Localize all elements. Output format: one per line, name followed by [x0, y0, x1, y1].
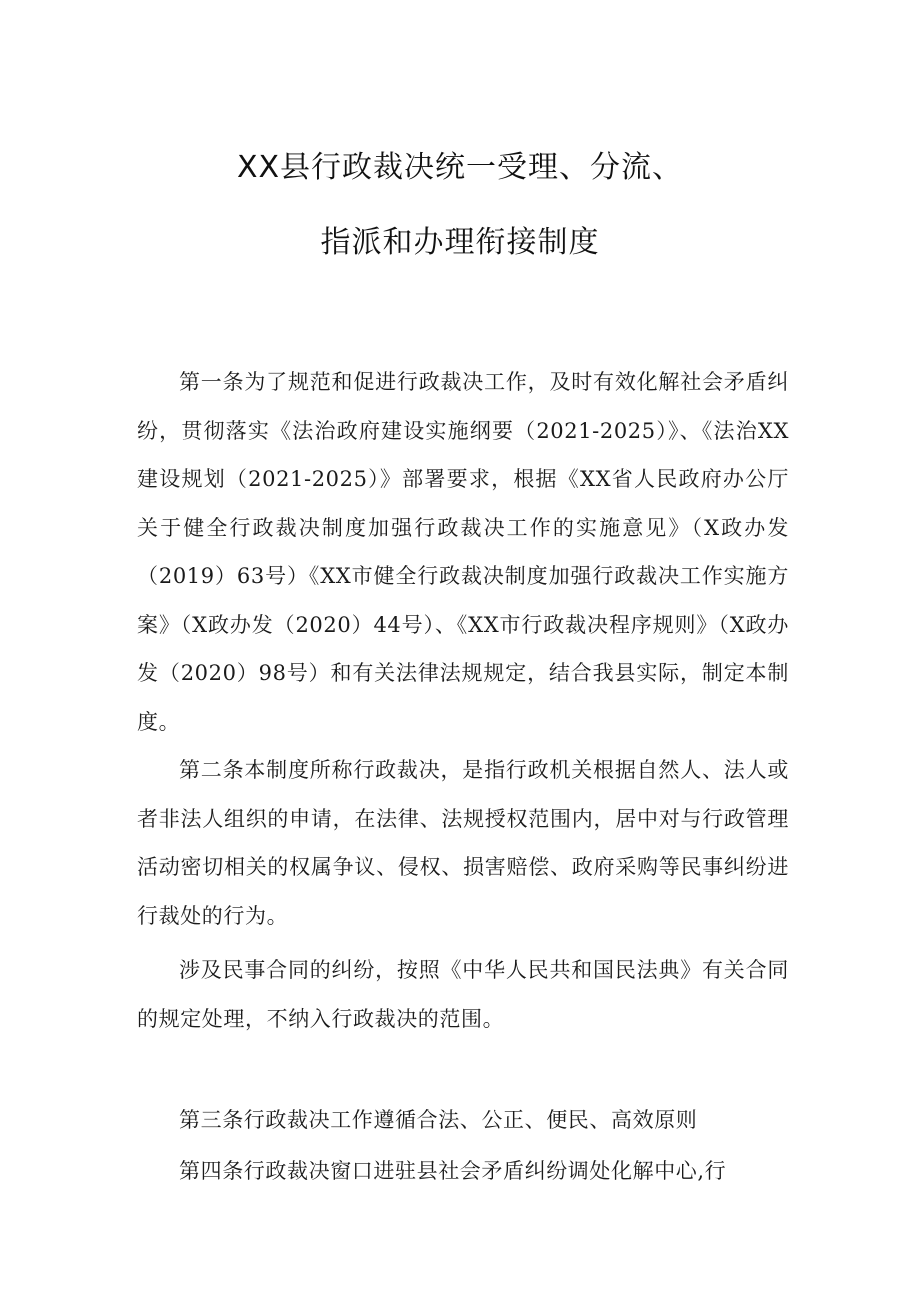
- article-2-paragraph: 第二条本制度所称行政裁决，是指行政机关根据自然人、法人或者非法人组织的申请，在法律、法规授权范围内，居中对与行政管理活动密切相关的权属争议、侵权、损害赔偿、政府采购等民事纠纷进行裁处的行为。: [137, 758, 789, 928]
- article-1-paragraph: 第一条为了规范和促进行政裁决工作，及时有效化解社会矛盾纠纷，贯彻落实《法治政府建设实施纲要（2021-2025）》、《法治XX建设规划（2021-2025）》部署要求，根据《XX省人民政府办公厅关于健全行政裁决制度加强行政裁决工作的实施意见》（X政办发（2019）63号）《XX市健全行政裁决制度加强行政裁决工作实施方案》（X政办发（2020）44号）、《XX市行政裁决程序规则》（X政办发（2020）98号）和有关法律法规规定，结合我县实际，制定本制度。: [137, 370, 789, 734]
- article-4-paragraph: 第四条行政裁决窗口进驻县社会矛盾纠纷调处化解中心,行: [179, 1159, 727, 1183]
- document-title-line-1: XX县行政裁决统一受理、分流、: [236, 150, 684, 185]
- document-title-line-2: 指派和办理衔接制度: [320, 225, 600, 260]
- article-3-paragraph: 第三条行政裁决工作遵循合法、公正、便民、高效原则: [179, 1108, 698, 1132]
- civil-contract-paragraph: 涉及民事合同的纠纷，按照《中华人民共和国民法典》有关合同的规定处理，不纳入行政裁决的范围。: [137, 958, 789, 1031]
